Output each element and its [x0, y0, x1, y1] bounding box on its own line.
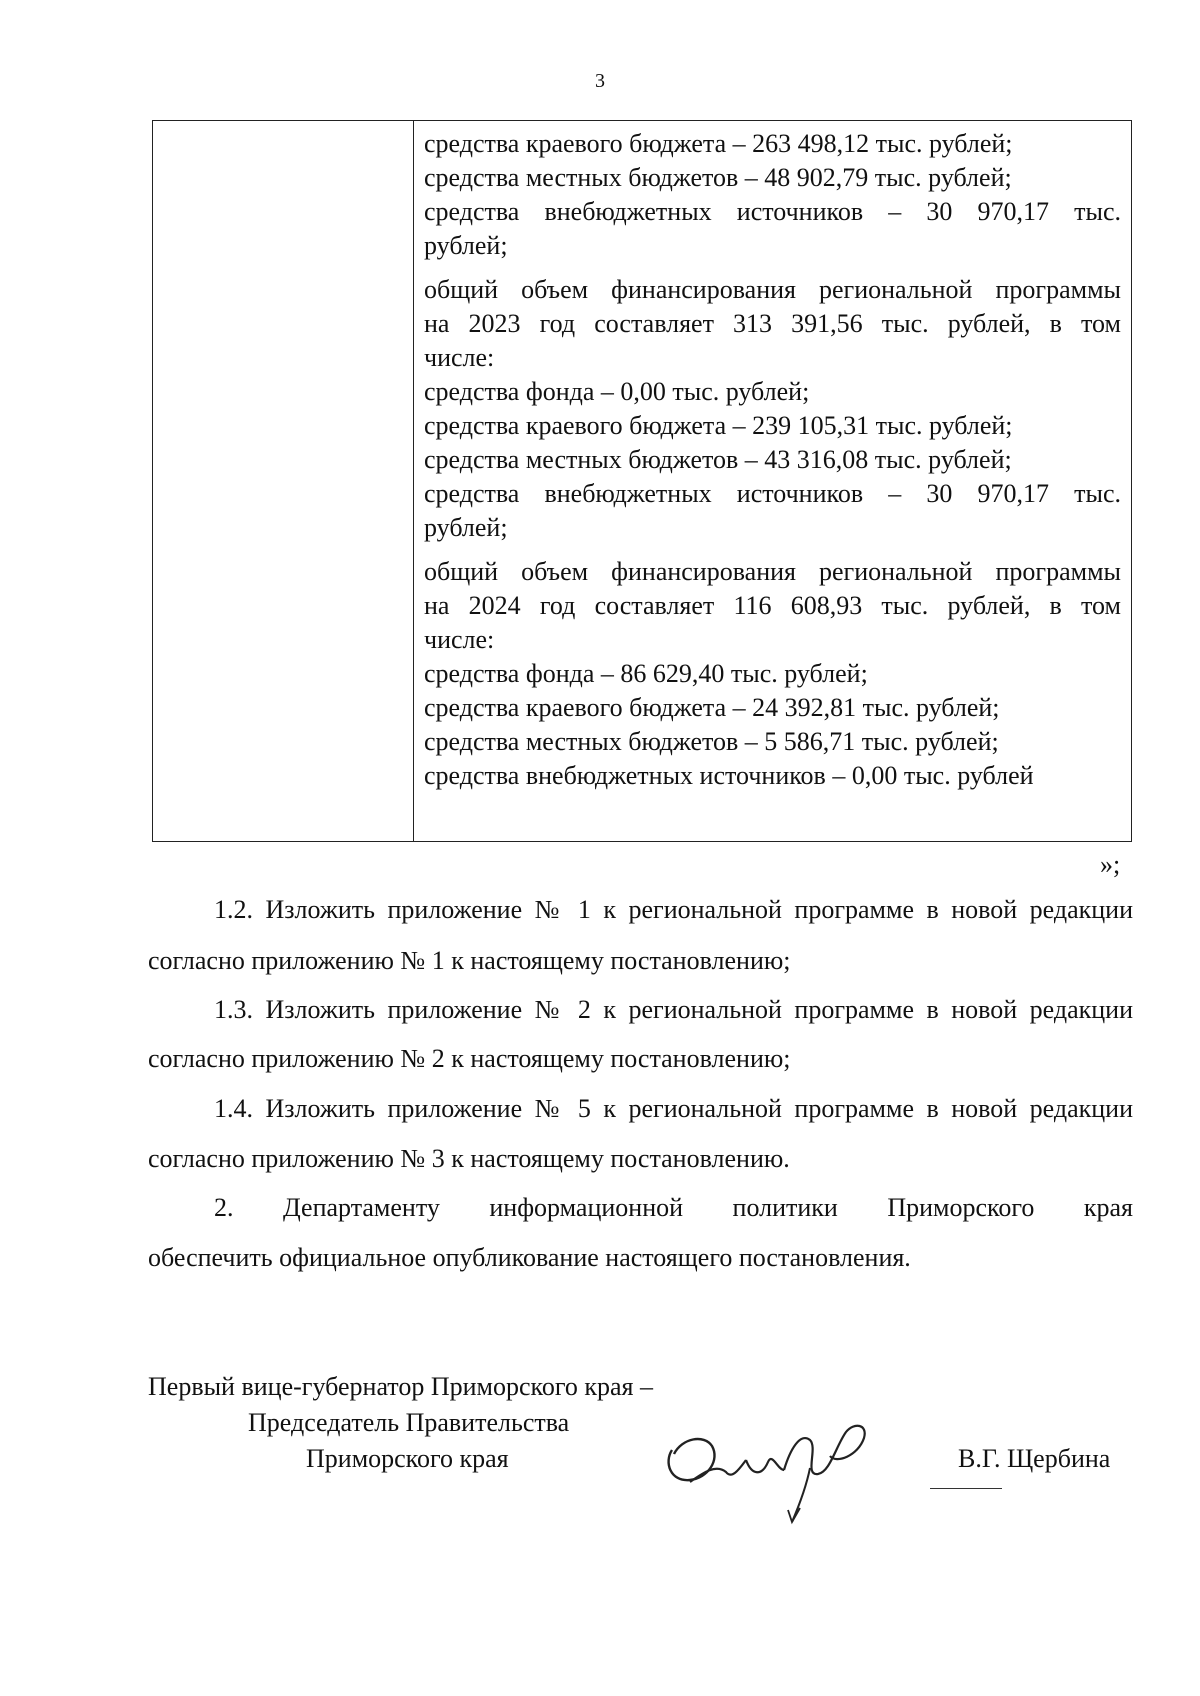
table-line: на 2024 год составляет 116 608,93 тыс. рублей, в том [424, 591, 1121, 620]
table-line: средства краевого бюджета – 24 392,81 тыс. рублей; [424, 693, 1000, 722]
paragraph-2-line1: 2. Департаменту информационной политики Приморского края [214, 1193, 1133, 1222]
table-line: средства фонда – 86 629,40 тыс. рублей; [424, 659, 868, 688]
financing-block-2023 [424, 273, 1121, 545]
table-line: средства местных бюджетов – 48 902,79 тыс. рублей; [424, 163, 1012, 192]
table-line: числе: [424, 343, 495, 372]
table-line: средства внебюджетных источников – 30 970,17 тыс. [424, 197, 1121, 226]
table-line: средства фонда – 0,00 тыс. рублей; [424, 377, 810, 406]
financing-block-totals [424, 127, 1121, 263]
financing-table [152, 120, 1132, 842]
table-line: рублей; [424, 513, 508, 542]
table-line: средства внебюджетных источников – 30 970,17 тыс. [424, 479, 1121, 508]
signatory-title-line2: Председатель Правительства [248, 1408, 570, 1437]
table-line: средства краевого бюджета – 263 498,12 тыс. рублей; [424, 129, 1013, 158]
table-line: общий объем финансирования региональной программы [424, 557, 1121, 586]
table-line: средства краевого бюджета – 239 105,31 тыс. рублей; [424, 411, 1013, 440]
financing-block-2024 [424, 555, 1121, 793]
handwritten-signature [660, 1410, 900, 1530]
closing-quote: »; [1100, 850, 1121, 879]
table-right-cell [414, 121, 1131, 841]
table-line: средства местных бюджетов – 5 586,71 тыс. рублей; [424, 727, 999, 756]
paragraph-1-2-line2: согласно приложению № 1 к настоящему постановлению; [148, 946, 791, 975]
paragraph-2-line2: обеспечить официальное опубликование настоящего постановления. [148, 1243, 911, 1272]
signatory-title-line1: Первый вице-губернатор Приморского края – [148, 1372, 653, 1401]
table-line: рублей; [424, 231, 508, 260]
name-underline [930, 1488, 1002, 1489]
table-line: средства внебюджетных источников – 0,00 тыс. рублей [424, 761, 1034, 790]
table-line: общий объем финансирования региональной программы [424, 275, 1121, 304]
paragraph-1-2-line1: 1.2. Изложить приложение № 1 к региональной программе в новой редакции [214, 895, 1133, 924]
signatory-title-line3: Приморского края [306, 1444, 509, 1473]
paragraph-1-4-line1: 1.4. Изложить приложение № 5 к региональной программе в новой редакции [214, 1094, 1133, 1123]
paragraph-1-3-line1: 1.3. Изложить приложение № 2 к региональной программе в новой редакции [214, 995, 1133, 1024]
table-line: на 2023 год составляет 313 391,56 тыс. рублей, в том [424, 309, 1121, 338]
table-line: средства местных бюджетов – 43 316,08 тыс. рублей; [424, 445, 1012, 474]
table-line: числе: [424, 625, 495, 654]
signatory-name: В.Г. Щербина [958, 1444, 1111, 1473]
paragraph-1-4-line2: согласно приложению № 3 к настоящему постановлению. [148, 1144, 790, 1173]
page-number: 3 [595, 70, 605, 92]
table-left-cell [153, 121, 414, 841]
paragraph-1-3-line2: согласно приложению № 2 к настоящему постановлению; [148, 1044, 791, 1073]
